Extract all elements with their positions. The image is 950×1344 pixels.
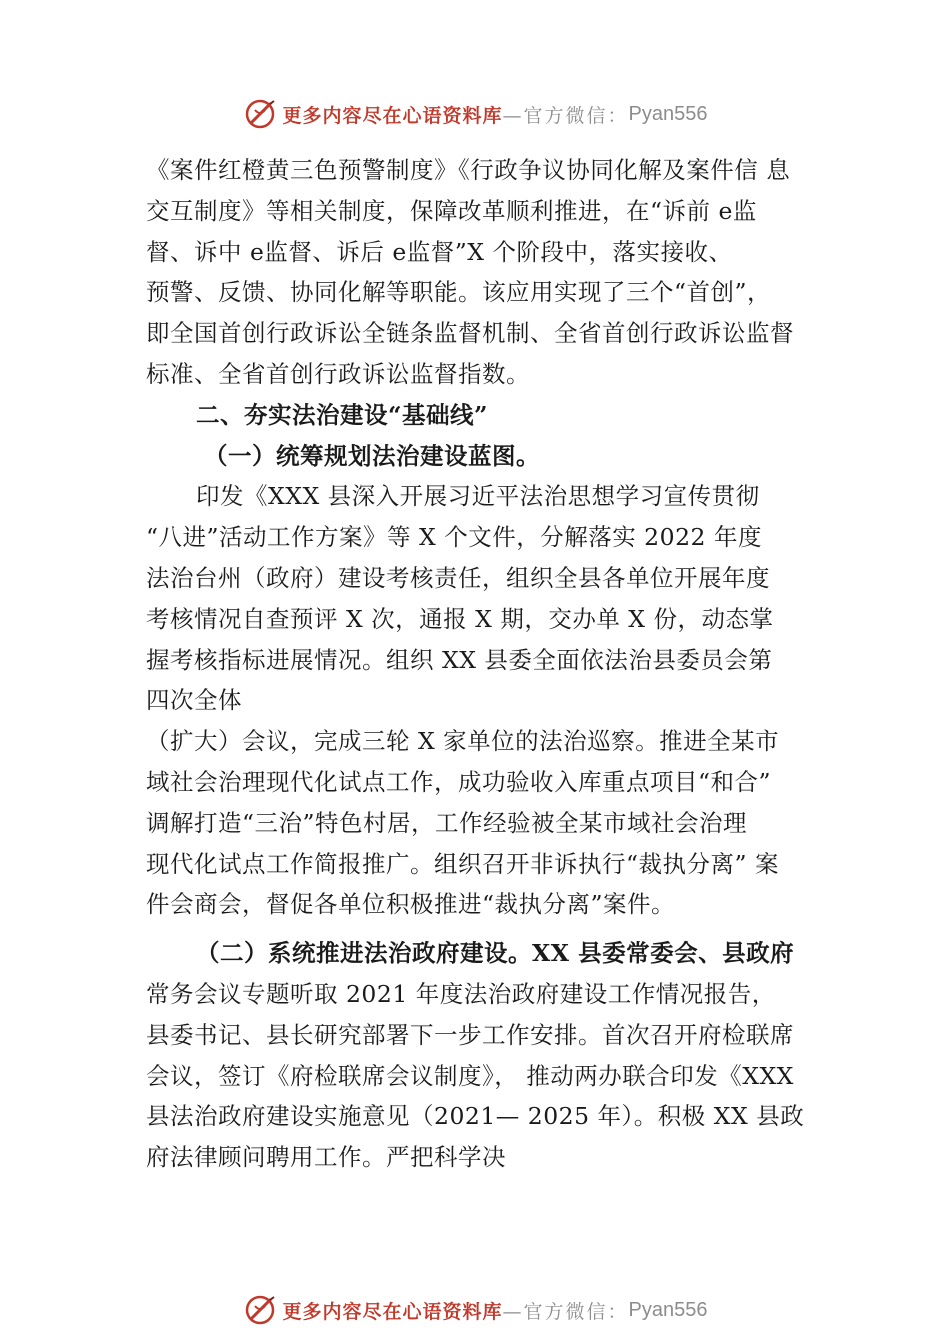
text-line: 交互制度》等相关制度，保障改革顺利推进，在“诉前 e监 bbox=[146, 196, 757, 225]
text-line: 调解打造“三治”特色村居，工作经验被全某市域社会治理 bbox=[146, 808, 748, 837]
watermark-title: 更多内容尽在心语资料库 bbox=[282, 104, 503, 127]
subsection-heading: （二）系统推进法治政府建设。XX 县委常委会、县政府 bbox=[196, 939, 795, 968]
watermark-account: Pyan556 bbox=[628, 102, 708, 125]
text-line: 现代化试点工作简报推广。组织召开非诉执行“裁执分离” 案 bbox=[146, 849, 779, 878]
text-line: 域社会治理现代化试点工作，成功验收入库重点项目“和合” bbox=[146, 767, 772, 796]
watermark-subtitle: —官方微信： bbox=[502, 1300, 629, 1323]
text-line: 常务会议专题听取 2021 年度法治政府建设工作情况报告， bbox=[146, 979, 776, 1008]
text-line: 督、诉中 e监督、诉后 e监督”X 个阶段中，落实接收、 bbox=[146, 237, 733, 266]
subsection-heading: （一）统筹规划法治建设蓝图。 bbox=[204, 441, 540, 470]
document-body bbox=[146, 150, 826, 1178]
text-line: 县法治政府建设实施意见（2021— 2025 年）。积极 XX 县政 bbox=[146, 1102, 805, 1131]
watermark-title: 更多内容尽在心语资料库 bbox=[282, 1300, 503, 1323]
text-line: 四次全体 bbox=[146, 686, 242, 715]
header-watermark bbox=[0, 94, 950, 134]
watermark-account: Pyan556 bbox=[628, 1298, 708, 1321]
text-line: 法治台州（政府）建设考核责任，组织全县各单位开展年度 bbox=[146, 563, 770, 592]
text-line: 考核情况自查预评 X 次，通报 X 期，交办单 X 份，动态掌 bbox=[146, 604, 774, 633]
text-line: 会议，签订《府检联席会议制度》， 推动两办联合印发《XXX bbox=[146, 1061, 794, 1090]
text-line: “八进”活动工作方案》等 X 个文件，分解落实 2022 年度 bbox=[146, 523, 762, 552]
text-line: 府法律顾问聘用工作。严把科学决 bbox=[146, 1143, 506, 1172]
pen-logo-icon bbox=[243, 1292, 279, 1328]
text-line: 《案件红橙黄三色预警制度》《行政争议协同化解及案件信 息 bbox=[146, 156, 791, 184]
pen-logo-icon bbox=[243, 96, 279, 132]
text-line: 件会商会，督促各单位积极推进“裁执分离”案件。 bbox=[146, 890, 676, 919]
text-line: 即全国首创行政诉讼全链条监督机制、全省首创行政诉讼监督 bbox=[146, 319, 794, 348]
text-line: 预警、反馈、协同化解等职能。该应用实现了三个“首创”， bbox=[146, 278, 772, 307]
text-line: （扩大）会议，完成三轮 X 家单位的法治巡察。推进全某市 bbox=[146, 727, 780, 756]
text-line: 县委书记、县长研究部署下一步工作安排。首次召开府检联席 bbox=[146, 1020, 794, 1049]
watermark-subtitle: —官方微信： bbox=[502, 104, 629, 127]
text-line: 握考核指标进展情况。组织 XX 县委全面依法治县委员会第 bbox=[146, 645, 773, 674]
footer-watermark bbox=[0, 1290, 950, 1330]
text-line: 标准、全省首创行政诉讼监督指数。 bbox=[146, 359, 530, 388]
section-heading: 二、夯实法治建设“基础线” bbox=[196, 400, 489, 429]
text-line: 印发《XXX 县深入开展习近平法治思想学习宣传贯彻 bbox=[196, 482, 760, 511]
